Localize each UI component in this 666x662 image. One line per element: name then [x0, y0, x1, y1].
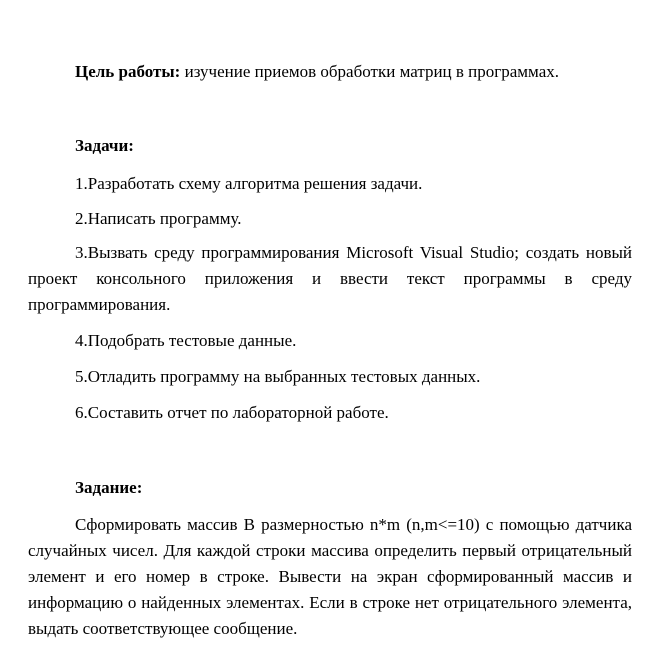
- goal-label: Цель работы:: [75, 62, 181, 81]
- task-item-3: 3.Вызвать среду программирования Microsoft Visual Studio; создать новый проект консольного приложения и ввести текст программы в среду программирования.: [28, 243, 632, 314]
- task-item-5: 5.Отладить программу на выбранных тестовых данных.: [75, 367, 481, 386]
- task-item-6: 6.Составить отчет по лабораторной работе.: [75, 403, 389, 422]
- task-item-1: 1.Разработать схему алгоритма решения задачи.: [75, 174, 423, 193]
- tasks-heading: Задачи:: [75, 136, 134, 155]
- assignment-heading: Задание:: [75, 478, 143, 497]
- goal-text: изучение приемов обработки матриц в программах.: [180, 62, 559, 81]
- goal-line: [75, 62, 559, 82]
- assignment-text: Сформировать массив B размерностью n*m (n,m<=10) с помощью датчика случайных чисел. Для каждой строки массива определить первый отрицательный элемент и его номер в строке. Вывести на экран сформированный массив и информацию о найденных элементах. Если в строке нет отрицательного элемента, выдать соответствующее сообщение.: [28, 515, 632, 638]
- task-item-4: 4.Подобрать тестовые данные.: [75, 331, 297, 350]
- task-item-2: 2.Написать программу.: [75, 209, 242, 228]
